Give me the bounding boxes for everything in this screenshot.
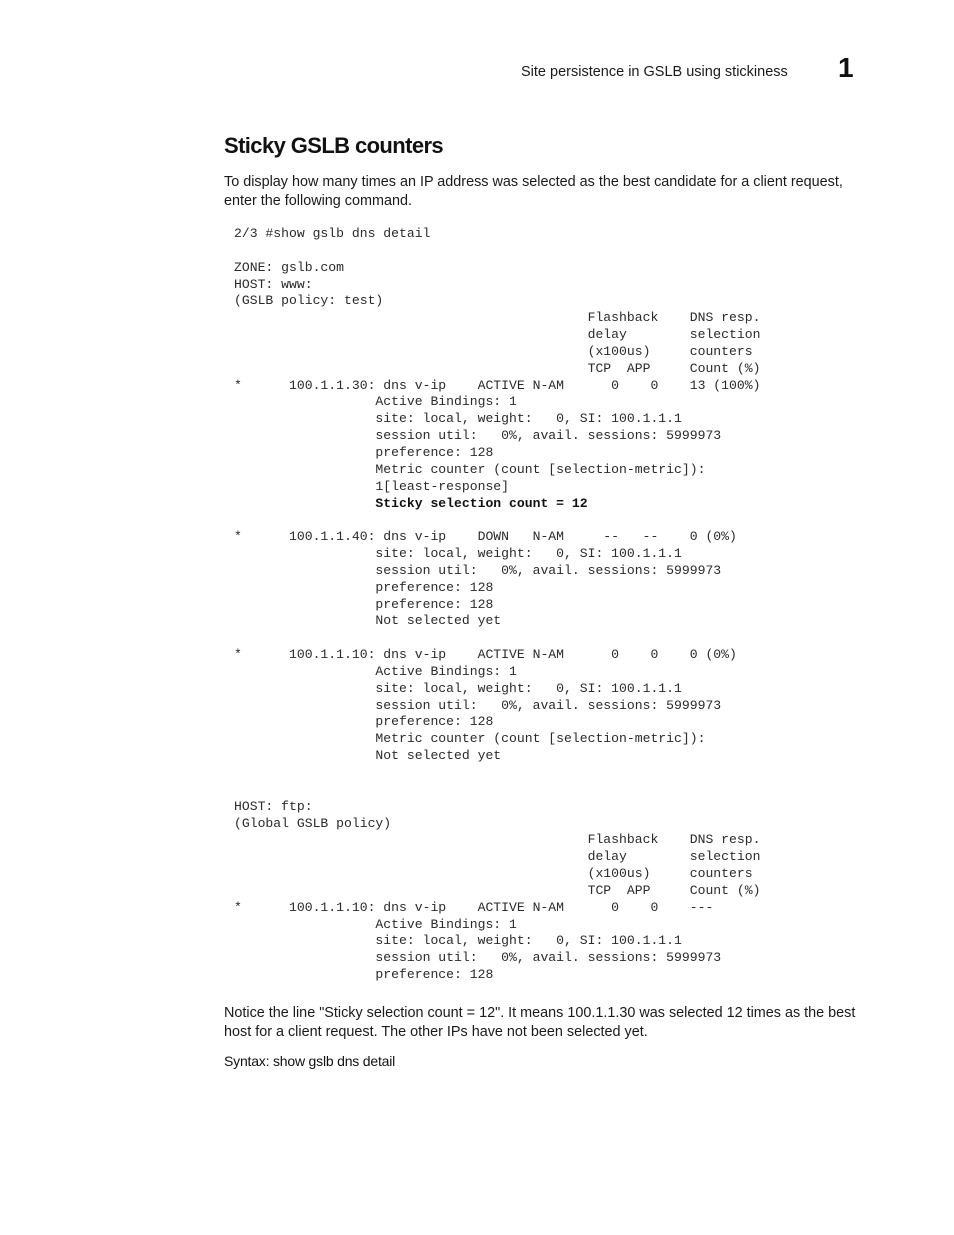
code-line: (GSLB policy: test) — [234, 293, 384, 309]
code-line: session util: 0%, avail. sessions: 5999973 — [234, 950, 722, 966]
code-line: * 100.1.1.10: dns v-ip ACTIVE N-AM 0 0 0 (0%) — [234, 647, 737, 663]
code-line — [234, 782, 760, 799]
note-paragraph: Notice the line "Sticky selection count = 12". It means 100.1.1.30 was selected 12 times as the best host for a client request. The other IPs have not been selected yet. — [224, 1005, 856, 1040]
code-line — [234, 630, 760, 647]
code-line: (Global GSLB policy) — [234, 815, 392, 831]
code-line: site: local, weight: 0, SI: 100.1.1.1 — [234, 411, 682, 427]
chapter-number: 1 — [838, 52, 854, 83]
code-line: delay selection — [234, 849, 761, 865]
code-line: (x100us) counters — [234, 343, 753, 359]
code-line: preference: 128 — [234, 579, 494, 595]
code-line: session util: 0%, avail. sessions: 5999973 — [234, 428, 722, 444]
code-line: (x100us) counters — [234, 866, 753, 882]
code-line — [234, 243, 760, 260]
code-line: Active Bindings: 1 — [234, 916, 517, 932]
section-title: Sticky GSLB counters — [224, 133, 444, 158]
code-line: preference: 128 — [234, 444, 494, 460]
code-line: * 100.1.1.30: dns v-ip ACTIVE N-AM 0 0 13 (100%) — [234, 377, 761, 393]
code-line: TCP APP Count (%) — [234, 360, 761, 376]
code-line: 2/3 #show gslb dns detail — [234, 226, 431, 241]
code-line — [234, 765, 760, 782]
code-line: * 100.1.1.40: dns v-ip DOWN N-AM -- -- 0 (0%) — [234, 529, 737, 545]
code-line: Active Bindings: 1 — [234, 663, 517, 679]
code-line: 1[least-response] — [234, 478, 510, 494]
code-line: ZONE: gslb.com — [234, 259, 345, 275]
code-line: preference: 128 — [234, 967, 494, 983]
code-line: Metric counter (count [selection-metric]): — [234, 731, 706, 747]
code-line: TCP APP Count (%) — [234, 882, 761, 898]
code-line: preference: 128 — [234, 714, 494, 730]
code-line: Active Bindings: 1 — [234, 394, 517, 410]
code-line: site: local, weight: 0, SI: 100.1.1.1 — [234, 680, 682, 696]
code-line: Flashback DNS resp. — [234, 310, 761, 326]
code-line: Not selected yet — [234, 748, 502, 764]
code-line: Flashback DNS resp. — [234, 832, 761, 848]
code-line: HOST: ftp: — [234, 798, 313, 814]
code-line: session util: 0%, avail. sessions: 5999973 — [234, 697, 722, 713]
command-output-block — [234, 226, 760, 984]
code-line: Sticky selection count = 12 — [234, 495, 588, 511]
code-line: Metric counter (count [selection-metric]): — [234, 461, 706, 477]
code-line: HOST: www: — [234, 276, 313, 292]
code-line: session util: 0%, avail. sessions: 5999973 — [234, 562, 722, 578]
syntax-line: Syntax: show gslb dns detail — [224, 1053, 396, 1069]
intro-paragraph: To display how many times an IP address was selected as the best candidate for a client request, enter the following command. — [224, 174, 843, 209]
code-line: delay selection — [234, 327, 761, 343]
code-line: site: local, weight: 0, SI: 100.1.1.1 — [234, 933, 682, 949]
running-head-title: Site persistence in GSLB using stickiness — [521, 64, 788, 80]
code-line: site: local, weight: 0, SI: 100.1.1.1 — [234, 546, 682, 562]
code-line: * 100.1.1.10: dns v-ip ACTIVE N-AM 0 0 --- — [234, 899, 714, 915]
code-line: preference: 128 — [234, 596, 494, 612]
code-line — [234, 512, 760, 529]
code-line: Not selected yet — [234, 613, 502, 629]
